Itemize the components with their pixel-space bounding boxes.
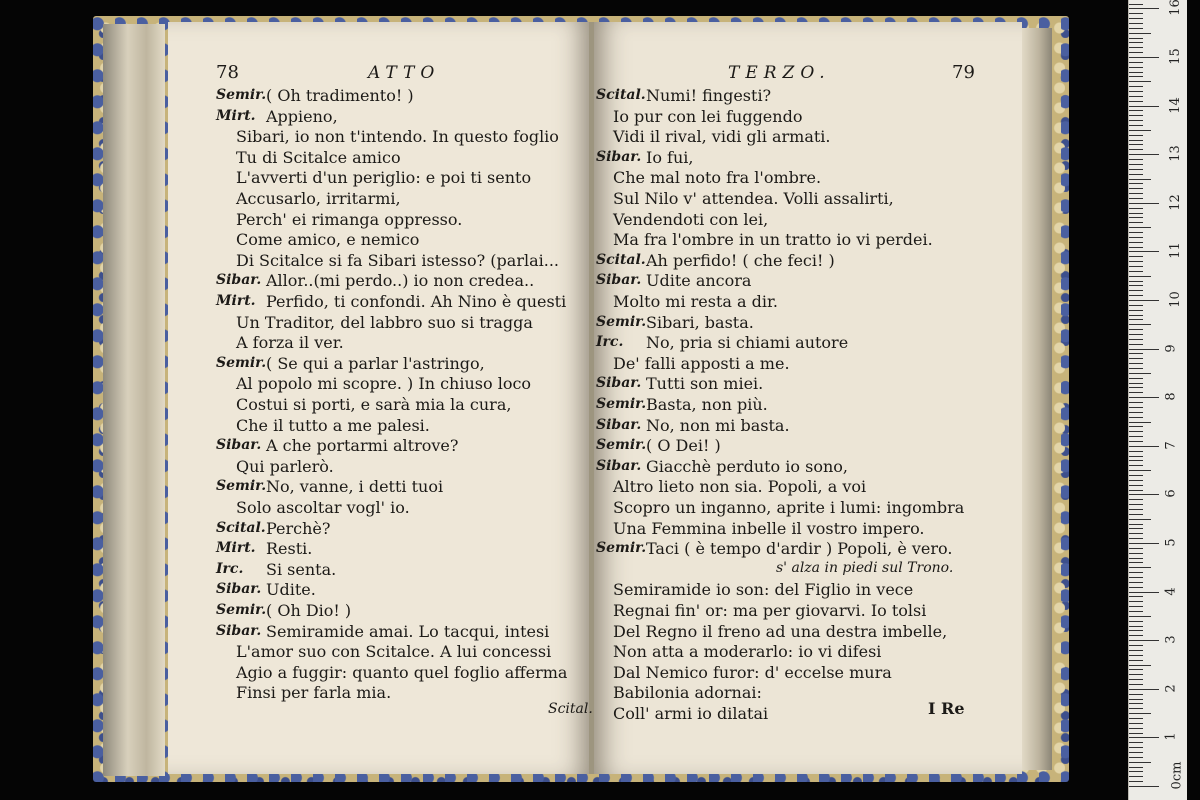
ruler-tick [1129,183,1143,184]
ruler-tick [1129,339,1143,340]
ruler-tick [1129,42,1143,43]
ruler-tick [1129,412,1143,413]
ruler-tick [1129,198,1143,199]
ruler-tick [1129,120,1143,121]
speaker-label: Semir. [216,602,267,618]
ruler-tick [1129,4,1143,5]
verse-line: ( Oh tradimento! ) [266,86,414,105]
ruler-tick [1129,519,1151,520]
ruler-tick [1129,169,1143,170]
ruler-tick [1129,737,1159,738]
ruler-tick [1129,368,1143,369]
ruler-number: 10 [1167,291,1183,308]
verse-line: Come amico, e nemico [236,230,420,250]
ruler-tick [1129,494,1159,495]
speaker-label: Sibar. [216,622,262,639]
ruler-tick [1129,490,1143,491]
ruler-tick [1129,771,1143,772]
verse-line: Qui parlerò. [236,456,334,476]
verse-line: Giacchè perduto io sono, [646,456,848,476]
ruler-tick [1129,655,1143,656]
ruler-tick [1129,626,1143,627]
ruler-number: 13 [1167,145,1183,162]
ruler-tick [1129,159,1143,160]
ruler-tick [1129,718,1143,719]
ruler-tick [1129,786,1159,787]
ruler-tick [1129,417,1143,418]
ruler-tick [1129,305,1143,306]
ruler-tick [1129,193,1143,194]
ruler-tick [1129,213,1143,214]
measuring-ruler [1128,0,1187,800]
verse-line: L'amor suo con Scitalce. A lui concessi [236,642,552,662]
ruler-tick [1129,115,1143,116]
ruler-tick [1129,144,1143,145]
speaker-label: Irc. [596,334,624,351]
verse-line: ( Se qui a parlar l'astringo, [266,353,485,373]
verse-line: De' falli apposti a me. [613,353,790,373]
ruler-tick [1129,533,1143,534]
ruler-number: 14 [1167,96,1183,114]
left-running-header: ATTO [368,63,441,83]
ruler-tick [1129,577,1143,578]
ruler-tick [1129,504,1143,505]
ruler-tick [1129,728,1143,729]
verse-line: Allor..(mi perdo..) io non credea.. [266,271,535,291]
ruler-tick [1129,363,1143,364]
speaker-label: Scital. [596,251,646,268]
ruler-tick [1129,703,1143,704]
ruler-tick [1129,480,1143,481]
ruler-tick [1129,140,1143,141]
ruler-tick [1129,373,1151,374]
ruler-tick [1129,699,1143,700]
ruler-tick [1129,271,1143,272]
ruler-tick [1129,344,1143,345]
ruler-tick [1129,567,1151,568]
ruler-number: 8 [1163,392,1179,401]
verse-line: Semiramide io son: del Figlio in vece [613,580,914,600]
ruler-tick [1129,596,1143,597]
verse-line: Di Scitalce si fa Sibari istesso? (parlai... [236,250,559,270]
ruler-tick [1129,38,1143,39]
verse-line: Io fui, [646,147,694,167]
ruler-tick [1129,208,1143,209]
ruler-tick [1129,689,1159,690]
verse-line: Babilonia adornai: [613,683,762,703]
verse-line: L'avverti d'un periglio: e poi ti sento [236,168,532,188]
verse-line: Ah perfido! ( che feci! ) [646,250,835,270]
ruler-tick [1129,358,1143,359]
speaker-label: Scital. [216,519,266,536]
verse-line: Non atta a moderarlo: io vi difesi [613,642,882,662]
verse-line: Molto mi resta a dir. [613,292,778,311]
ruler-tick [1129,110,1143,111]
ruler-tick [1129,295,1143,296]
ruler-tick [1129,203,1159,204]
verse-line: Sibari, io non t'intendo. In questo foglio [236,127,559,147]
ruler-tick [1129,407,1143,408]
book-gutter [589,22,594,774]
verse-line: Regnai fin' or: ma per giovarvi. Io tolsi [613,601,927,620]
ruler-tick [1129,630,1143,631]
ruler-tick [1129,621,1143,622]
ruler-tick [1129,475,1143,476]
speaker-label: Mirt. [216,107,256,124]
ruler-tick [1129,592,1159,593]
verse-line: Una Femmina inbelle il vostro impero. [613,518,925,538]
ruler-tick [1129,757,1143,758]
ruler-tick [1129,645,1143,646]
ruler-tick [1129,285,1143,286]
speaker-label: Scital. [596,87,646,103]
ruler-tick [1129,684,1143,685]
ruler-tick [1129,378,1143,379]
ruler-tick [1129,28,1143,29]
ruler-tick [1129,57,1159,58]
ruler-tick [1129,733,1143,734]
verse-line: No, vanne, i detti tuoi [266,477,444,497]
speaker-label: Semir. [596,540,647,557]
ruler-tick [1129,665,1151,666]
ruler-tick [1129,135,1143,136]
ruler-unit-label: 0cm [1169,761,1185,790]
ruler-tick [1129,742,1143,743]
speaker-label: Semir. [216,478,267,495]
speaker-label: Sibar. [596,148,642,165]
verse-line: ( O Dei! ) [646,436,721,456]
ruler-tick [1129,91,1143,92]
ruler-tick [1129,679,1143,680]
ruler-tick [1129,509,1143,510]
verse-line: No, non mi basta. [646,415,790,435]
ruler-number: 11 [1167,242,1183,260]
ruler-tick [1129,762,1151,763]
ruler-tick [1129,402,1143,403]
ruler-tick [1129,640,1159,641]
ruler-tick [1129,232,1143,233]
ruler-tick [1129,558,1143,559]
ruler-tick [1129,242,1143,243]
ruler-tick [1129,130,1151,131]
ruler-tick [1129,514,1143,515]
ruler-number: 3 [1163,635,1179,644]
ruler-tick [1129,562,1143,563]
ruler-tick [1129,723,1143,724]
ruler-tick [1129,47,1143,48]
speaker-label: Sibar. [596,416,642,433]
verse-line: Un Traditor, del labbro suo si tragga [236,312,533,332]
verse-line: Dal Nemico furor: d' eccelse mura [613,662,892,682]
ruler-tick [1129,426,1143,427]
ruler-tick [1129,572,1143,573]
ruler-tick [1129,237,1143,238]
ruler-tick [1129,781,1143,782]
ruler-tick [1129,86,1143,87]
verse-line: Udite ancora [646,271,752,291]
verse-line: Al popolo mi scopre. ) In chiuso loco [236,374,532,394]
speaker-label: Semir. [216,87,267,103]
speaker-label: Semir. [216,354,267,371]
ruler-tick [1129,76,1143,77]
ruler-tick [1129,422,1151,423]
verse-line: Udite. [266,580,316,600]
verse-line: Ma fra l'ombre in un tratto io vi perdei. [613,230,933,250]
ruler-number: 16 [1167,0,1183,17]
speaker-label: Mirt. [216,540,256,557]
verse-line: Coll' armi io dilatai [613,704,769,723]
speaker-label: Semir. [596,437,647,454]
verse-line: Accusarlo, irritarmi, [236,189,401,208]
verse-line: A forza il ver. [236,333,344,353]
ruler-tick [1129,485,1143,486]
speaker-label: Semir. [596,396,647,412]
speaker-label: Sibar. [596,457,642,474]
ruler-tick [1129,251,1159,252]
verse-line: Del Regno il freno ad una destra imbelle, [613,621,948,641]
verse-line: Resti. [266,539,313,559]
ruler-tick [1129,23,1143,24]
ruler-tick [1129,96,1143,97]
ruler-tick [1129,616,1151,617]
ruler-tick [1129,261,1143,262]
ruler-tick [1129,436,1143,437]
ruler-tick [1129,324,1151,325]
ruler-tick [1129,553,1143,554]
ruler-tick [1129,281,1143,282]
ruler-tick [1129,650,1143,651]
verse-line: Solo ascoltar vogl' io. [236,498,410,517]
ruler-tick [1129,752,1143,753]
ruler-tick [1129,451,1143,452]
ruler-number: 7 [1163,441,1179,450]
page-edges-right [1020,28,1052,770]
verse-line: Tutti son miei. [646,374,764,394]
ruler-tick [1129,179,1151,180]
stage-direction: s' alza in piedi sul Trono. [776,559,954,576]
right-page-number: 79 [952,62,975,83]
ruler-tick [1129,456,1143,457]
ruler-tick [1129,33,1151,34]
ruler-tick [1129,548,1143,549]
ruler-tick [1129,601,1143,602]
ruler-tick [1129,353,1143,354]
ruler-tick [1129,174,1143,175]
ruler-tick [1129,460,1143,461]
ruler-tick [1129,247,1143,248]
verse-line: Numi! fingesti? [646,86,772,105]
ruler-tick [1129,8,1159,9]
ruler-tick [1129,62,1143,63]
ruler-tick [1129,256,1143,257]
ruler-tick [1129,276,1151,277]
ruler-tick [1129,227,1151,228]
ruler-tick [1129,149,1143,150]
ruler-tick [1129,329,1143,330]
verse-line: ( Oh Dio! ) [266,601,352,620]
ruler-tick [1129,290,1143,291]
ruler-tick [1129,582,1143,583]
verse-line: Vendendoti con lei, [613,209,769,229]
verse-line: Che mal noto fra l'ombre. [613,168,822,188]
ruler-tick [1129,164,1143,165]
verse-line: Sibari, basta. [646,312,754,332]
ruler-tick [1129,383,1143,384]
ruler-tick [1129,446,1159,447]
ruler-number: 9 [1163,343,1179,353]
verse-line: Che il tutto a me palesi. [236,415,430,435]
verse-line: Vidi il rival, vidi gli armati. [613,127,831,147]
ruler-tick [1129,543,1159,544]
right-signature-mark: I Re [928,699,965,718]
ruler-number: 2 [1163,684,1179,693]
ruler-tick [1129,81,1151,82]
ruler-tick [1129,694,1143,695]
speaker-label: Sibar. [216,581,262,598]
verse-line: No, pria si chiami autore [646,333,849,353]
ruler-tick [1129,538,1143,539]
ruler-number: 15 [1167,48,1183,65]
ruler-number: 1 [1163,732,1179,742]
ruler-number: 5 [1163,538,1179,547]
speaker-label: Irc. [216,560,244,577]
ruler-tick [1129,13,1143,14]
ruler-tick [1129,669,1143,670]
ruler-tick [1129,101,1143,102]
verse-line: A che portarmi altrove? [266,436,459,456]
right-running-header: TERZO. [728,63,831,83]
ruler-tick [1129,387,1143,388]
ruler-tick [1129,465,1143,466]
verse-line: Costui si porti, e sarà mia la cura, [236,395,512,414]
verse-line: Finsi per farla mia. [236,683,392,703]
ruler-tick [1129,660,1143,661]
ruler-tick [1129,713,1151,714]
ruler-tick [1129,606,1143,607]
ruler-tick [1129,222,1143,223]
ruler-tick [1129,349,1159,350]
speaker-label: Mirt. [216,293,256,309]
verse-line: Si senta. [266,559,337,579]
ruler-tick [1129,747,1143,748]
ruler-tick [1129,315,1143,316]
ruler-number: 12 [1167,194,1183,211]
ruler-tick [1129,674,1143,675]
verse-line: Scopro un inganno, aprite i lumi: ingombra [613,498,965,517]
ruler-tick [1129,217,1143,218]
ruler-tick [1129,392,1143,393]
ruler-tick [1129,319,1143,320]
ruler-tick [1129,266,1143,267]
verse-line: Io pur con lei fuggendo [613,106,803,126]
ruler-tick [1129,635,1143,636]
ruler-tick [1129,67,1143,68]
verse-line: Perch' ei rimanga oppresso. [236,209,463,229]
verse-line: Perchè? [266,518,331,538]
speaker-label: Semir. [596,313,647,330]
ruler-tick [1129,154,1159,155]
ruler-tick [1129,611,1143,612]
ruler-tick [1129,310,1143,311]
verse-line: Tu di Scitalce amico [236,147,401,167]
ruler-tick [1129,300,1159,301]
speaker-label: Sibar. [216,272,262,289]
ruler-tick [1129,106,1159,107]
ruler-tick [1129,72,1143,73]
ruler-tick [1129,18,1143,19]
verse-line: Sul Nilo v' attendea. Volli assalirti, [613,189,894,208]
left-page-number: 78 [216,62,239,83]
ruler-tick [1129,125,1143,126]
speaker-label: Sibar. [216,437,262,454]
speaker-label: Sibar. [596,272,642,289]
left-catchword: Scital. [548,701,593,717]
verse-line: Semiramide amai. Lo tacqui, intesi [266,621,550,641]
ruler-tick [1129,431,1143,432]
ruler-number: 6 [1163,489,1179,499]
ruler-tick [1129,470,1151,471]
verse-line: Perfido, ti confondi. Ah Nino è questi [266,292,567,311]
ruler-tick [1129,528,1143,529]
ruler-tick [1129,708,1143,709]
verse-line: Agio a fuggir: quanto quel foglio afferma [236,662,568,682]
ruler-tick [1129,52,1143,53]
verse-line: Appieno, [266,106,338,126]
ruler-number: 4 [1163,586,1179,596]
ruler-tick [1129,441,1143,442]
verse-line: Taci ( è tempo d'ardir ) Popoli, è vero. [646,539,953,559]
ruler-tick [1129,524,1143,525]
verse-line: Altro lieto non sia. Popoli, a voi [613,477,867,497]
ruler-tick [1129,397,1159,398]
speaker-label: Sibar. [596,375,642,392]
ruler-tick [1129,776,1143,777]
page-edges-left [103,24,165,776]
ruler-tick [1129,334,1143,335]
ruler-tick [1129,587,1143,588]
ruler-tick [1129,188,1143,189]
ruler-tick [1129,767,1143,768]
ruler-tick [1129,499,1143,500]
verse-line: Basta, non più. [646,395,768,414]
